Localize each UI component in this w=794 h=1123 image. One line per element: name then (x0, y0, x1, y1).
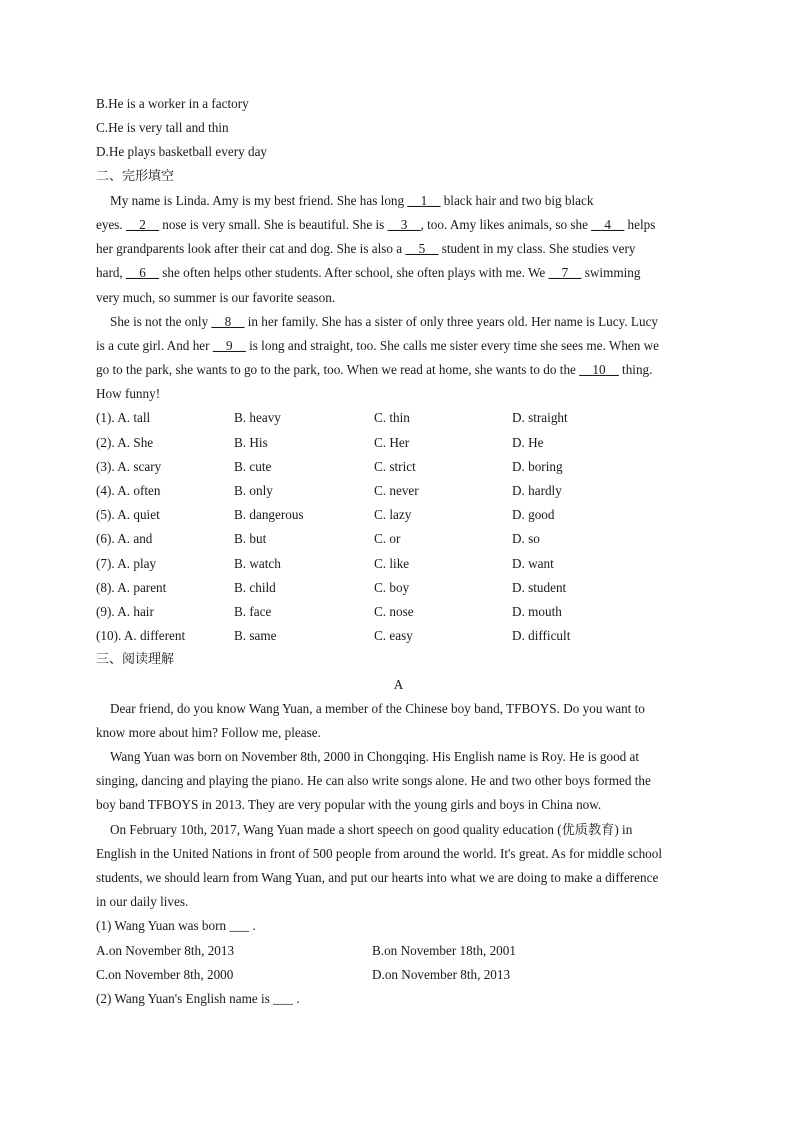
option: B. cute (234, 458, 272, 474)
option: (7). A. play (96, 555, 157, 571)
option-c: C.He is very tall and thin (96, 120, 229, 136)
option: C. easy (374, 628, 413, 644)
option: B. but (234, 531, 267, 547)
option: (5). A. quiet (96, 507, 160, 523)
blank-8: __8__ (211, 313, 245, 329)
cloze-line (96, 286, 701, 310)
option: D. He (512, 434, 544, 450)
section-heading-cloze: 二、完形填空 (96, 168, 175, 184)
passage-line: English in the United Nations in front of 500 people from around the world. It's great. As for middle school (96, 845, 663, 861)
section-heading-reading: 三、阅读理解 (96, 652, 175, 668)
text: is long and straight, too. She calls me sister every time she sees me. When we (245, 337, 660, 353)
passage-line: singing, dancing and playing the piano. He can also write songs alone. He and two other boys formed the (96, 773, 651, 789)
option: B. face (234, 603, 272, 619)
option: B. same (234, 628, 277, 644)
option-row (96, 600, 701, 624)
option: C. boy (374, 579, 410, 595)
option: D. good (512, 507, 555, 523)
blank-9: __9__ (212, 337, 246, 353)
option-d: D.He plays basketball every day (96, 144, 268, 160)
cloze-line (96, 237, 701, 261)
option: D. student (512, 579, 567, 595)
question-1-options (96, 963, 701, 987)
option: D. hardly (512, 483, 562, 498)
text: thing. (618, 362, 653, 378)
option-row (96, 455, 701, 479)
passage-line: On February 10th, 2017, Wang Yuan made a short speech on good quality education (优质教育) in (110, 821, 633, 837)
option: B. watch (234, 555, 281, 571)
option: (6). A. and (96, 531, 153, 547)
text: nose is very small. She is beautiful. She is (159, 216, 388, 232)
question-2: (2) Wang Yuan's English name is ___ . (96, 990, 300, 1006)
option: B. dangerous (234, 507, 304, 523)
text: , too. Amy likes animals, so she (420, 216, 592, 232)
option: D. mouth (512, 603, 562, 619)
option: (2). A. She (96, 434, 154, 450)
blank-10: __10__ (579, 362, 619, 378)
option: (8). A. parent (96, 579, 167, 595)
passage-line: in our daily lives. (96, 894, 189, 910)
blank-3: __3__ (387, 216, 421, 232)
option-row (96, 576, 701, 600)
option: (9). A. hair (96, 603, 154, 619)
option-row (96, 624, 701, 648)
cloze-line (96, 189, 701, 213)
passage-line: know more about him? Follow me, please. (96, 724, 321, 740)
text: in her family. She has a sister of only three years old. Her name is Lucy. Lucy (244, 313, 659, 329)
text: go to the park, she wants to go to the park, too. When we read at home, she wants to do the (96, 362, 580, 378)
option: B. heavy (234, 410, 281, 426)
option: C. nose (374, 603, 414, 619)
text: She is not the only (110, 313, 212, 329)
cloze-line (96, 310, 701, 334)
option: B. only (234, 483, 273, 498)
option: (3). A. scary (96, 458, 162, 474)
cloze-line (96, 213, 701, 237)
passage-line: students, we should learn from Wang Yuan, and put our hearts into what we are doing to make a difference (96, 870, 659, 885)
text: student in my class. She studies very (438, 241, 636, 257)
text: hard, (96, 265, 127, 281)
text: eyes. (96, 216, 127, 232)
passage-line: boy band TFBOYS in 2013. They are very popular with the young girls and boys in China now. (96, 797, 602, 813)
cloze-line (96, 334, 701, 358)
cloze-options (96, 406, 701, 648)
option: C. strict (374, 458, 416, 474)
option: C. never (374, 483, 419, 498)
option-row (96, 479, 701, 503)
option: C. lazy (374, 507, 412, 523)
option: B. child (234, 579, 276, 595)
option: D. so (512, 531, 540, 547)
blank-5: __5__ (405, 241, 439, 257)
text: helps (624, 216, 656, 232)
option-d: D.on November 8th, 2013 (372, 966, 511, 982)
blank-2: __2__ (126, 216, 159, 232)
option: D. difficult (512, 628, 571, 644)
option: D. want (512, 555, 554, 571)
passage-line: Dear friend, do you know Wang Yuan, a member of the Chinese boy band, TFBOYS. Do you want to (110, 700, 645, 716)
option-row (96, 503, 701, 527)
option: C. Her (374, 434, 410, 450)
text: she often helps other students. After school, she often plays with me. We (159, 265, 549, 281)
option-row (96, 431, 701, 455)
option-b: B.on November 18th, 2001 (372, 942, 516, 958)
blank-7: __7__ (548, 265, 582, 281)
option: C. or (374, 531, 401, 547)
text: How funny! (96, 386, 161, 402)
text: swimming (581, 265, 641, 281)
text: My name is Linda. Amy is my best friend. She has long (110, 192, 408, 208)
option-row (96, 527, 701, 551)
option-b: B.He is a worker in a factory (96, 96, 249, 111)
option-a: A.on November 8th, 2013 (96, 942, 235, 958)
question-1-options (96, 939, 701, 963)
passage-title: A (393, 676, 404, 692)
cloze-line (96, 261, 701, 285)
text: black hair and two big black (440, 192, 594, 208)
cloze-line (96, 382, 701, 406)
option: D. straight (512, 410, 568, 426)
option: (1). A. tall (96, 410, 151, 426)
passage-line: Wang Yuan was born on November 8th, 2000 in Chongqing. His English name is Roy. He is good at (110, 749, 640, 765)
blank-6: __6__ (126, 265, 159, 281)
blank-1: __1__ (407, 192, 441, 208)
option: B. His (234, 434, 268, 450)
option-row (96, 406, 701, 430)
option: (10). A. different (96, 628, 186, 644)
option: D. boring (512, 458, 563, 474)
document-page (96, 92, 701, 1011)
cloze-line (96, 358, 701, 382)
text: very much, so summer is our favorite season. (96, 289, 336, 305)
option: C. like (374, 555, 410, 571)
option-c: C.on November 8th, 2000 (96, 966, 234, 982)
text: is a cute girl. And her (96, 337, 213, 353)
option: C. thin (374, 410, 410, 426)
text: her grandparents look after their cat and dog. She is also a (96, 241, 406, 257)
reading-passage (96, 697, 701, 915)
question-1: (1) Wang Yuan was born ___ . (96, 918, 256, 934)
option: (4). A. often (96, 483, 161, 498)
blank-4: __4__ (591, 216, 625, 232)
cloze-passage (96, 189, 701, 407)
option-row (96, 552, 701, 576)
